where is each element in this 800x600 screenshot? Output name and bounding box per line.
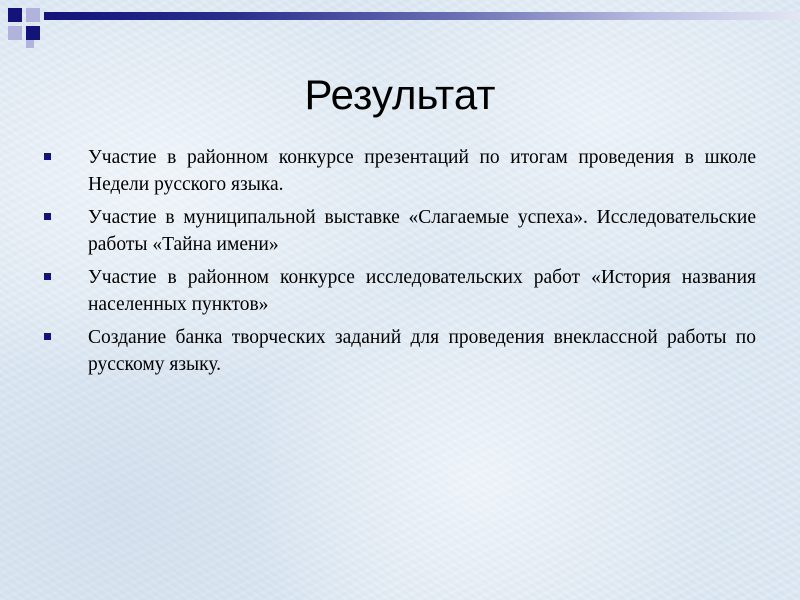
decor-square-icon	[26, 40, 34, 48]
bullet-text: Создание банка творческих заданий для проведения внеклассной работы по русскому языку.	[88, 327, 756, 375]
decor-square-icon	[8, 8, 22, 22]
square-bullet-icon	[44, 273, 51, 280]
slide-title: Результат	[304, 71, 496, 118]
bullet-text: Участие в районном конкурсе исследовательских работ «История названия населенных пунктов»	[88, 267, 756, 315]
square-bullet-icon	[44, 213, 51, 220]
square-bullet-icon	[44, 153, 51, 160]
list-item	[44, 324, 756, 378]
decor-square-icon	[26, 8, 40, 22]
square-bullet-icon	[44, 333, 51, 340]
decor-square-icon	[26, 26, 40, 40]
decor-square-icon	[8, 26, 22, 40]
list-item	[44, 264, 756, 318]
bullet-list	[44, 144, 756, 384]
header-gradient-bar	[44, 12, 800, 20]
list-item	[44, 204, 756, 258]
bullet-text: Участие в муниципальной выставке «Слагаемые успеха». Исследовательские работы «Тайна имени»	[88, 207, 756, 255]
list-item	[44, 144, 756, 198]
bullet-text: Участие в районном конкурсе презентаций по итогам проведения в школе Недели русского языка.	[88, 147, 756, 195]
